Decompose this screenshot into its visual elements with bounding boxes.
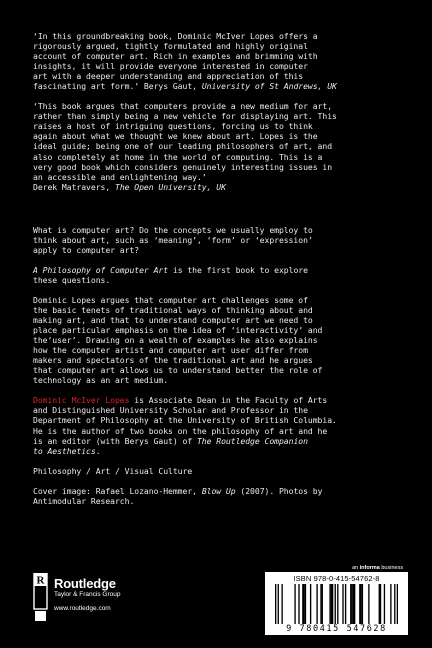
- companion-title: The Routledge Companion to Aesthetics: [33, 435, 308, 456]
- publisher-block: [33, 573, 193, 623]
- cover-credit-prefix: Cover image: Rafael Lozano-Hemmer,: [33, 485, 202, 496]
- isbn-label: ISBN 978-0-415-54762-8: [293, 574, 380, 583]
- informa-brand: informa: [359, 565, 380, 571]
- text-column: [33, 31, 405, 506]
- publisher-url: www.routledge.com: [54, 605, 111, 612]
- informa-prefix: an: [352, 565, 360, 571]
- quote-matravers: [33, 101, 405, 191]
- quote-gaut: [33, 31, 405, 91]
- barcode-icon: [275, 584, 398, 624]
- quote-gaut-source: University of St Andrews, UK: [201, 81, 337, 92]
- publisher-name: Routledge: [54, 576, 116, 591]
- cover-credit: [33, 486, 405, 506]
- author-bio: [33, 395, 405, 455]
- quote-gaut-text: ‘In this groundbreaking book, Dominic McIver Lopes offers a rigorously argued, tightly formulated and highly original account of computer art. Rich in examples and brimming with insights, it will provide everyone interested in computer art with a deeper understanding and appreciation of this fascinating art form.’ Berys Gaut,: [33, 31, 318, 92]
- routledge-logo-icon: [33, 573, 48, 621]
- barcode-panel: [265, 572, 408, 635]
- first-book-rest: is the first book to explore these questions.: [33, 264, 308, 285]
- book-title: A Philosophy of Computer Art: [33, 264, 169, 275]
- subject-categories: Philosophy / Art / Visual Culture: [33, 465, 193, 476]
- publisher-group: Taylor & Francis Group: [54, 591, 121, 598]
- cover-work-title: Blow Up: [201, 485, 236, 496]
- informa-suffix: business: [379, 565, 404, 571]
- author-bio-text: is Associate Dean in the Faculty of Arts and Distinguished University Scholar and Professor in the Department of Philosophy at the University of British Columbia. He is the author of two books on the philosophy of art and he is an editor (with Berys Gaut) of: [33, 395, 337, 446]
- informa-tagline: [352, 565, 403, 571]
- author-name: Dominic McIver Lopes: [33, 395, 130, 406]
- author-bio-end: .: [95, 445, 101, 456]
- cover-credit-suffix: (2007). Photos by Antimodular Research.: [33, 485, 323, 506]
- quote-matravers-text: ‘This book argues that computers provide a new medium for art, rather than simply being a new vehicle for displaying art. This raises a host of intriguing questions, forcing us to think again about what we thought we knew about art. Lopes is the ideal guide; being one of our leading philosophers of art, and also completely at home in the world of computing. This is a very good book which considers genuinely interesting issues in an accessible and enlightening way.’ Derek Matravers,: [33, 101, 337, 192]
- intro-paragraph: What is computer art? Do the concepts we usually employ to think about art, such as ‘meaning’, ‘form’ or ‘expression’ apply to computer art?: [33, 224, 313, 255]
- quote-matravers-source: The Open University, UK: [115, 181, 226, 192]
- argument-paragraph: Dominic Lopes argues that computer art challenges some of the basic tenets of traditional ways of thinking about and making art, and that to understand computer art we need to place particular emphasis on the idea of ‘interactivity’ and the‘user’. Drawing on a wealth of examples he also explains how the computer artist and computer art user differ from makers and spectators of the traditional art and he argues that computer art allows us to understand better the role of technology as an art medium.: [33, 294, 323, 386]
- ean-digits: 9 780415 547628: [286, 624, 387, 634]
- logo-letter: R: [36, 574, 45, 587]
- first-book-paragraph: [33, 265, 405, 285]
